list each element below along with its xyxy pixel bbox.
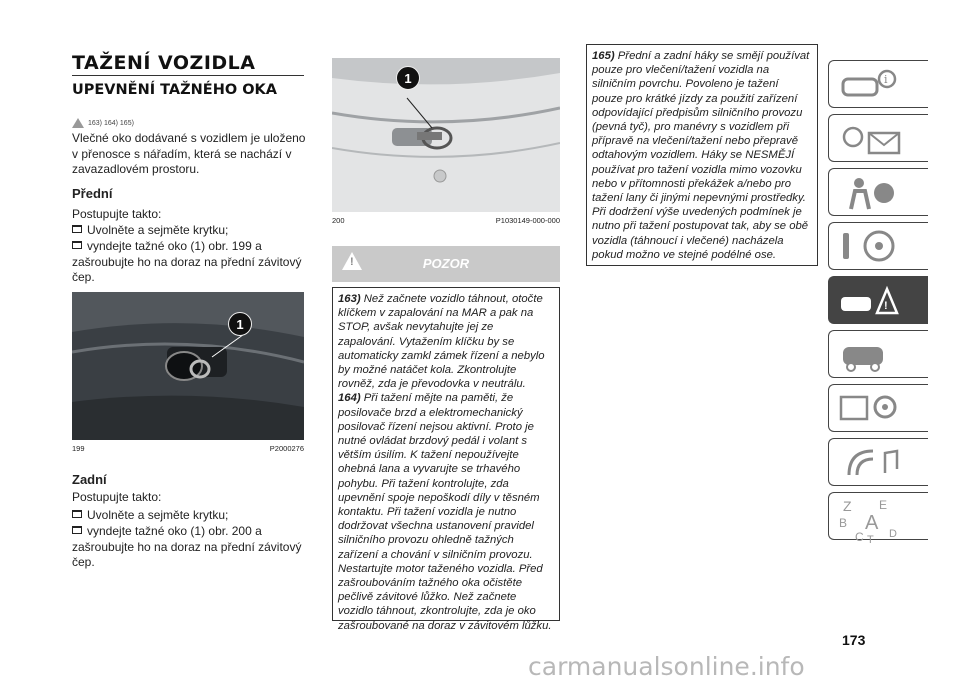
tab-emergency[interactable]: [828, 276, 928, 324]
index-icon: [829, 493, 927, 545]
tab-maintenance[interactable]: [828, 330, 928, 378]
multimedia-icon: [829, 439, 927, 485]
warning-banner: [332, 246, 560, 282]
warning-text: Při tažení mějte na paměti, že posilovače brzd a elektromechanický posilovač řízení nejsou aktivní. Proto je nutné ovládat brzdový pedál i volant s větším úsilím. K tažení nepoužívejte ohebná lana a vyvarujte se trhavého pohybu. Při tažení kontrolujte, zda upevnění spoje nepoškodí díly v těsném kontaktu. Při tažení vozidla je nutno dodržovat všechna ustanovení pravidel silničního provozu ohledně tažných zařízení a chování v silničním provozu. Nestartujte motor taženého vozidla. Před zašroubováním tažného oka očistěte pečlivě závitové lůžko. Než začnete vozidlo táhnout, zkontrolujte, zda je oko zašroubované na doraz v závitovém lůžku.: [338, 392, 552, 632]
front-bumper-illustration: [72, 292, 304, 440]
warning-text: Přední a zadní háky se smějí používat pouze pro vlečení/tažení vozidla na silničním povrchu. Povoleno je tažení pouze pro krátké jízdy za použití zařízení odpovídající předpisům silničního provozu (pevná tyč), pro manévry s vozidlem při přípravě na vlečení/tažení nebo přepravě odtahovým vozidlem. Háky se NESMĚJÍ používat pro tažení vozidla mimo vozovku nebo v přítomnosti překážek a/nebo pro tažení lany či jinými nepevnými prostředky. Při dodržení výše uvedených podmínek je nutno při tažení postupovat tak, aby se obě vozidla (táhnoucí i vlečené) nacházela pokud možno ve stejné podélné ose.: [592, 50, 810, 261]
checkbox-bullet-icon: [72, 241, 82, 249]
callout-badge: 1: [228, 312, 252, 336]
rear-step-2-text: vyndejte tažné oko (1) obr. 200 a zašroubujte ho na doraz na přední závitový čep.: [72, 524, 302, 569]
warning-number: 163): [338, 293, 361, 305]
rear-heading: Zadní: [72, 472, 107, 487]
index-letter: A: [865, 512, 879, 534]
figure-code: P1030149-000-000: [495, 216, 560, 225]
warning-text: Než začnete vozidlo táhnout, otočte klíčkem v zapalování na MAR a pak na STOP, avšak nevytahujte jej ze zapalování. Vytažením klíčku by se automaticky zamkl zámek řízení a nebylo by možné natáčet kola. Zkontrolujte rovněž, zda je převodovka v neutrálu.: [338, 293, 545, 391]
front-step-1-text: Uvolněte a sejměte krytku;: [87, 223, 229, 237]
refs-text: 163) 164) 165): [88, 119, 134, 127]
index-letter: B: [839, 516, 848, 530]
checkbox-bullet-icon: [72, 510, 82, 518]
title-rule: [72, 75, 304, 76]
index-letter: Z: [843, 498, 852, 514]
warning-box-163-164: [332, 287, 560, 632]
tab-car-info[interactable]: [828, 60, 928, 108]
technical-data-icon: [829, 385, 927, 431]
svg-text:i: i: [884, 73, 888, 86]
rear-step-2: [72, 524, 308, 571]
front-step-2-text: vyndejte tažné oko (1) obr. 199 a zašroubujte ho na doraz na přední závitový čep.: [72, 239, 302, 284]
car-info-icon: [829, 61, 927, 107]
tab-multimedia[interactable]: [828, 438, 928, 486]
figure-number: 200: [332, 216, 345, 225]
steering-key-icon: [829, 223, 927, 269]
figure-code: P2000276: [269, 444, 304, 453]
figure-200: [332, 58, 560, 212]
section-title: UPEVNĚNÍ TAŽNÉHO OKA: [72, 82, 277, 98]
warning-number: 164): [338, 392, 361, 405]
warning-number: 165): [592, 50, 615, 62]
tab-index[interactable]: [828, 492, 928, 545]
index-letter: E: [879, 498, 888, 512]
callout-badge: 1: [396, 66, 420, 90]
rear-lead: Postupujte takto:: [72, 490, 162, 504]
emergency-icon: [829, 277, 927, 323]
figure-200-caption: [332, 216, 560, 225]
front-heading: Přední: [72, 186, 113, 201]
warning-refs: [72, 118, 134, 128]
warning-title: POZOR: [422, 256, 470, 271]
index-letter: C: [855, 530, 864, 544]
rear-bumper-illustration: [332, 58, 560, 212]
warning-triangle-icon: [72, 118, 84, 128]
watermark: carmanualsonline.info: [528, 652, 805, 681]
figure-199-caption: [72, 444, 304, 453]
tab-technical-data[interactable]: [828, 384, 928, 432]
svg-text:!: !: [884, 300, 888, 312]
rear-step-1: [72, 508, 308, 524]
front-step-1: [72, 223, 308, 239]
tab-driving[interactable]: [828, 222, 928, 270]
front-step-2: [72, 239, 308, 286]
page-title: TAŽENÍ VOZIDLA: [72, 52, 256, 74]
intro-paragraph: Vlečné oko dodávané s vozidlem je uloženo v přenosce s nářadím, která se nachází v zavazadlovém prostoru.: [72, 131, 306, 176]
tab-warning-lights[interactable]: [828, 114, 928, 162]
front-lead: Postupujte takto:: [72, 207, 162, 221]
figure-199: [72, 292, 304, 440]
warning-lights-icon: [829, 115, 927, 161]
checkbox-bullet-icon: [72, 225, 82, 233]
page-number: 173: [842, 632, 866, 648]
tab-safety[interactable]: [828, 168, 928, 216]
index-letter: D: [889, 528, 897, 540]
maintenance-car-icon: [829, 331, 927, 377]
rear-step-1-text: Uvolněte a sejměte krytku;: [87, 508, 229, 522]
checkbox-bullet-icon: [72, 526, 82, 534]
index-letter: T: [867, 534, 874, 545]
safety-airbag-icon: [829, 169, 927, 215]
warning-box-165: [586, 44, 818, 266]
figure-number: 199: [72, 444, 85, 453]
warning-triangle-icon: !: [342, 252, 362, 270]
